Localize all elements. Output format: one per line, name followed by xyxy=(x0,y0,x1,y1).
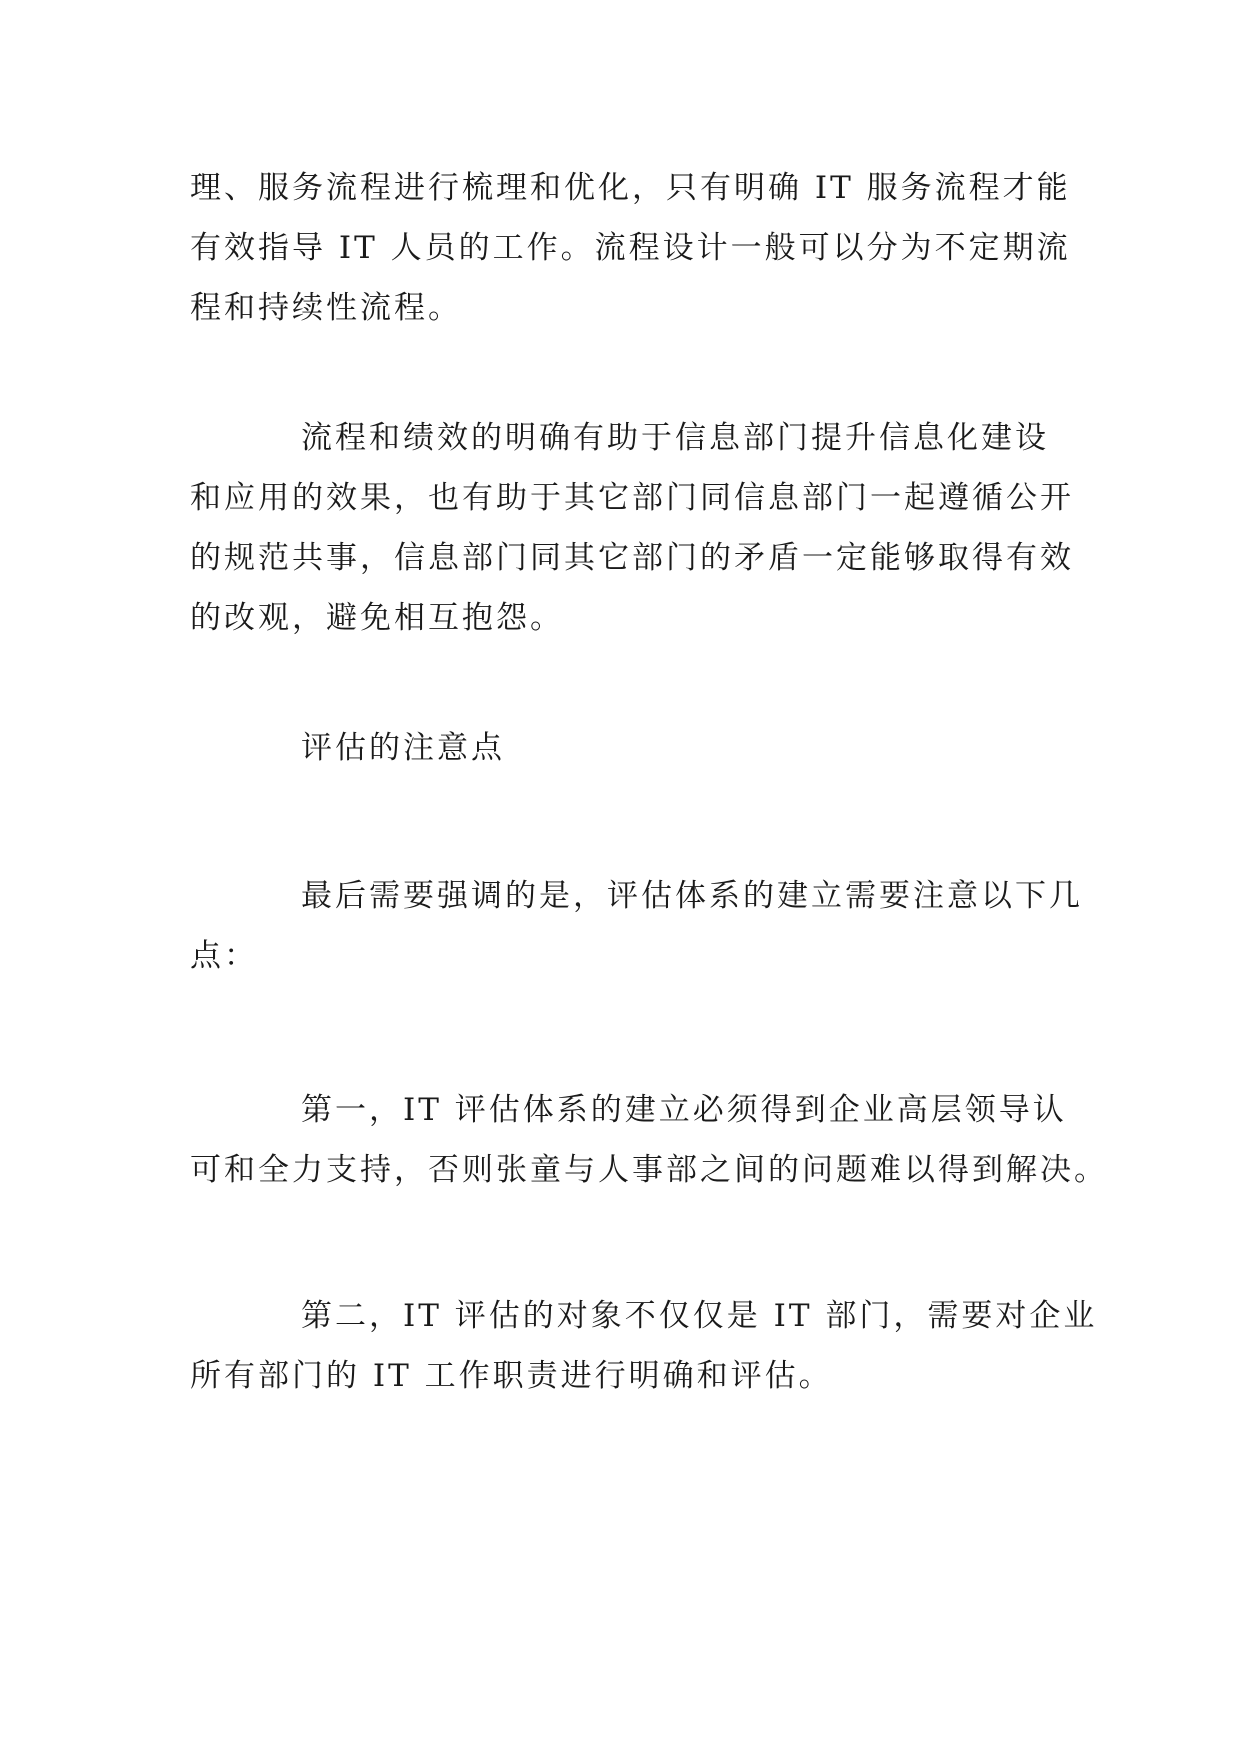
text-line: 有效指导 IT 人员的工作。流程设计一般可以分为不定期流 xyxy=(190,230,1071,266)
paragraph-process-performance xyxy=(190,408,1074,648)
paragraph-process-design xyxy=(190,158,1071,338)
text-line: 最后需要强调的是，评估体系的建立需要注意以下几 xyxy=(301,878,1083,914)
paragraph-point-one xyxy=(190,1080,1108,1200)
text-line: 的规范共事，信息部门同其它部门的矛盾一定能够取得有效 xyxy=(190,540,1074,576)
text-line: 理、服务流程进行梳理和优化，只有明确 IT 服务流程才能 xyxy=(190,170,1071,206)
paragraph-emphasis xyxy=(190,866,1083,986)
text-line: 评估的注意点 xyxy=(301,730,505,766)
section-heading-evaluation-notes xyxy=(190,718,1060,778)
text-line: 点： xyxy=(190,938,258,974)
text-line: 的改观，避免相互抱怨。 xyxy=(190,600,564,636)
text-line: 所有部门的 IT 工作职责进行明确和评估。 xyxy=(190,1358,833,1394)
text-line: 第一，IT 评估体系的建立必须得到企业高层领导认 xyxy=(301,1092,1067,1128)
text-line: 可和全力支持，否则张童与人事部之间的问题难以得到解决。 xyxy=(190,1152,1108,1188)
text-line: 第二，IT 评估的对象不仅仅是 IT 部门，需要对企业 xyxy=(301,1298,1098,1334)
text-line: 流程和绩效的明确有助于信息部门提升信息化建设 xyxy=(301,420,1049,456)
text-line: 程和持续性流程。 xyxy=(190,290,462,326)
paragraph-point-two xyxy=(190,1286,1098,1406)
text-line: 和应用的效果，也有助于其它部门同信息部门一起遵循公开 xyxy=(190,480,1074,516)
